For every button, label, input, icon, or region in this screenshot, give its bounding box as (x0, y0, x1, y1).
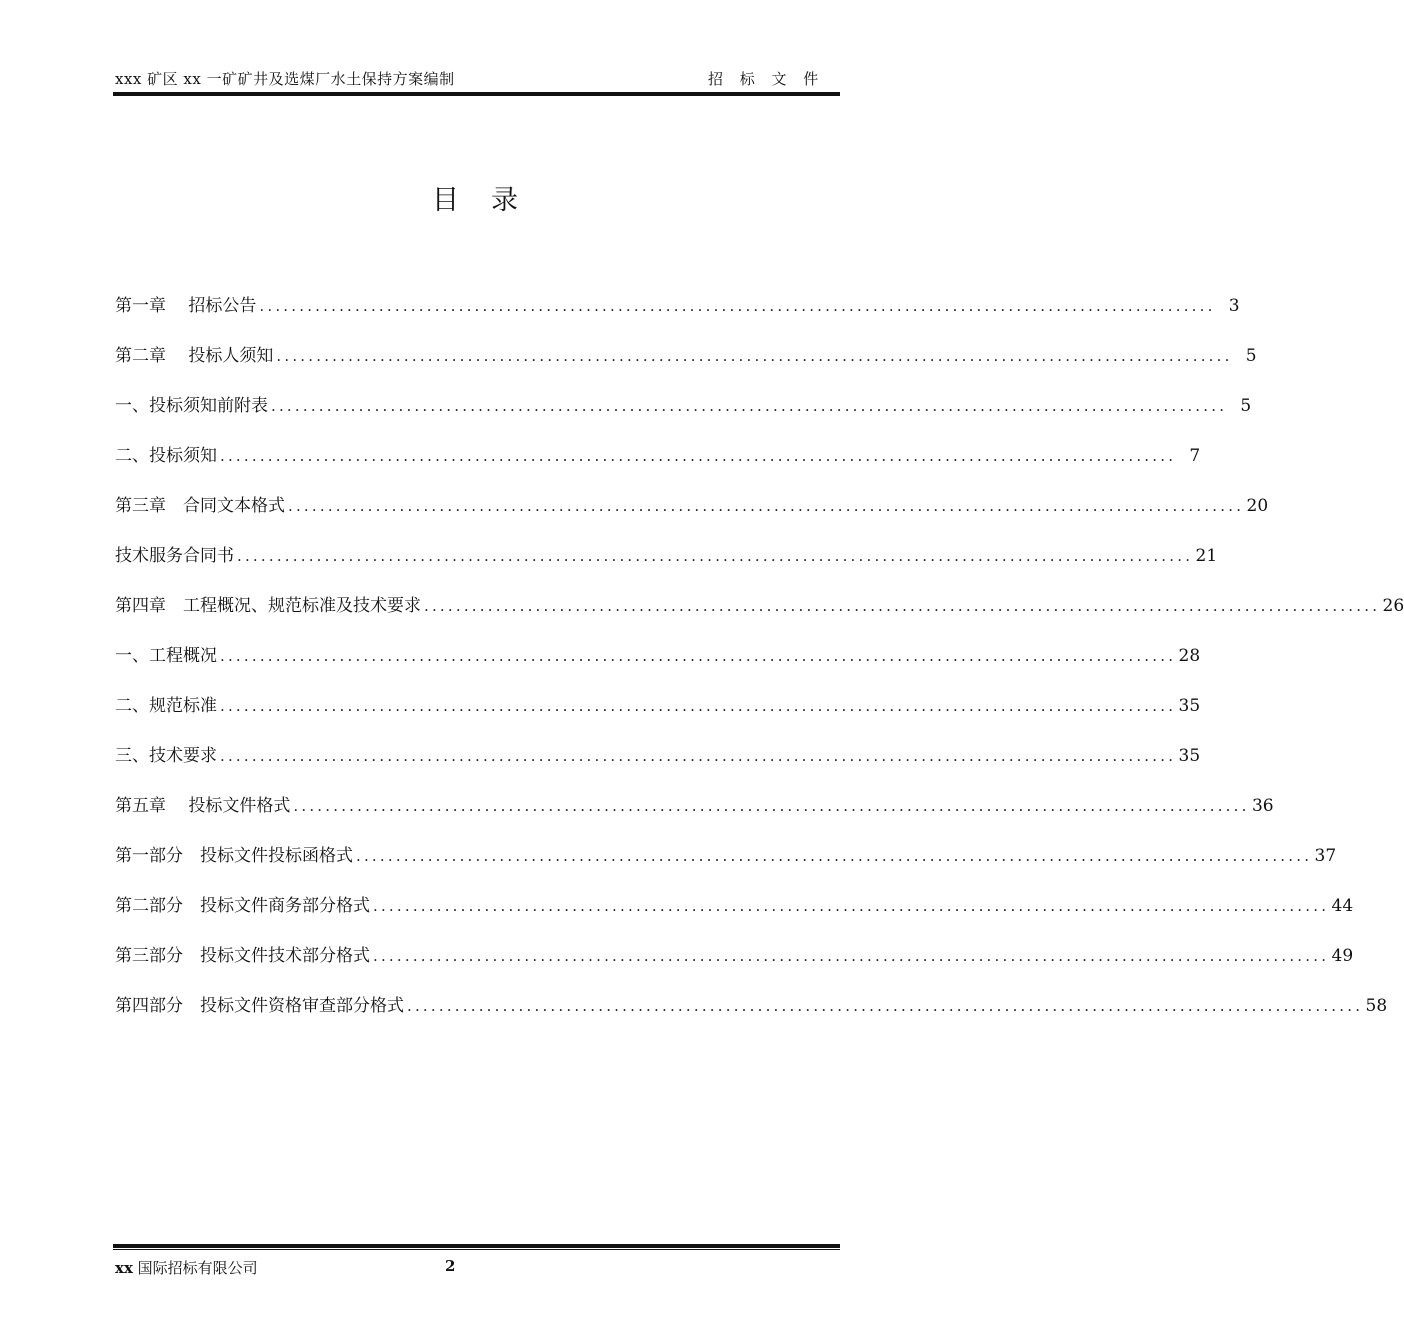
toc-entry-page: 26 (1382, 596, 1404, 616)
toc-entry-page: 36 (1251, 796, 1274, 816)
toc-entry[interactable] (115, 942, 1354, 992)
footer-page-number: 2 (445, 1257, 456, 1275)
footer-rule (113, 1244, 840, 1250)
toc-leader-dots: ........................................................................................................................ (259, 297, 1216, 315)
toc-leader-dots: ........................................................................................................................ (356, 847, 1313, 865)
toc-entry-label: 第四部分 投标文件资格审查部分格式 (115, 996, 404, 1016)
toc-entry-label: 第一部分 投标文件投标函格式 (115, 846, 353, 866)
toc-entry-page: 20 (1246, 496, 1269, 516)
toc-entry-label: 第三部分 投标文件技术部分格式 (115, 946, 370, 966)
toc-leader-dots: ........................................................................................................................ (220, 747, 1177, 765)
toc-entry[interactable] (115, 492, 1269, 542)
toc-entry[interactable] (115, 692, 1201, 742)
toc-entry[interactable] (115, 392, 1252, 442)
toc-leader-dots: ........................................................................................................................ (237, 547, 1194, 565)
toc-entry-page: 49 (1331, 946, 1354, 966)
toc-entry-label: 三、技术要求 (115, 746, 217, 766)
toc-entry-label: 第五章 投标文件格式 (115, 796, 291, 816)
table-of-contents (115, 292, 1404, 1042)
toc-entry-label: 二、规范标准 (115, 696, 217, 716)
toc-entry-page: 7 (1189, 446, 1201, 466)
toc-entry-page: 35 (1178, 746, 1201, 766)
toc-leader-dots: ........................................................................................................................ (271, 397, 1228, 415)
toc-leader-dots: ........................................................................................................................ (293, 797, 1250, 815)
toc-entry-page: 58 (1365, 996, 1388, 1016)
toc-entry-page: 5 (1240, 396, 1252, 416)
toc-entry-page: 5 (1245, 346, 1257, 366)
toc-entry-label: 二、投标须知 (115, 446, 217, 466)
toc-leader-dots: ........................................................................................................................ (373, 947, 1330, 965)
toc-entry[interactable] (115, 292, 1240, 342)
toc-entry-page: 35 (1178, 696, 1201, 716)
toc-entry-label: 第一章 招标公告 (115, 296, 257, 316)
toc-entry-label: 一、投标须知前附表 (115, 396, 268, 416)
toc-leader-dots: ........................................................................................................................ (288, 497, 1245, 515)
toc-entry-label: 技术服务合同书 (115, 546, 234, 566)
toc-entry[interactable] (115, 842, 1337, 892)
toc-entry[interactable] (115, 442, 1201, 492)
page-footer (115, 1257, 839, 1278)
toc-leader-dots: ........................................................................................................................ (407, 997, 1364, 1015)
toc-leader-dots: ........................................................................................................................ (220, 697, 1177, 715)
toc-entry[interactable] (115, 592, 1404, 642)
toc-leader-dots: ........................................................................................................................ (220, 447, 1177, 465)
toc-entry[interactable] (115, 892, 1354, 942)
toc-entry-label: 一、工程概况 (115, 646, 217, 666)
toc-entry[interactable] (115, 642, 1201, 692)
toc-entry-label: 第四章 工程概况、规范标准及技术要求 (115, 596, 421, 616)
toc-entry[interactable] (115, 342, 1257, 392)
page-header (115, 68, 839, 90)
header-document-type: 招 标 文 件 (708, 70, 825, 88)
toc-entry-label: 第二部分 投标文件商务部分格式 (115, 896, 370, 916)
toc-entry[interactable] (115, 542, 1218, 592)
page-title: 目录 (432, 185, 550, 216)
footer-company-prefix: xx (115, 1259, 133, 1277)
footer-company-name: 国际招标有限公司 (132, 1259, 258, 1277)
toc-entry-page: 21 (1195, 546, 1218, 566)
toc-entry[interactable] (115, 742, 1201, 792)
toc-entry-page: 44 (1331, 896, 1354, 916)
toc-entry[interactable] (115, 992, 1388, 1042)
footer-company (115, 1259, 258, 1277)
toc-leader-dots: ........................................................................................................................ (373, 897, 1330, 915)
header-document-title: xxx 矿区 xx 一矿矿井及选煤厂水土保持方案编制 (115, 70, 455, 88)
toc-entry-page: 3 (1228, 296, 1240, 316)
toc-leader-dots: ........................................................................................................................ (220, 647, 1177, 665)
toc-leader-dots: ........................................................................................................................ (424, 597, 1381, 615)
toc-entry-label: 第二章 投标人须知 (115, 346, 274, 366)
toc-entry[interactable] (115, 792, 1274, 842)
toc-entry-page: 28 (1178, 646, 1201, 666)
header-rule (113, 92, 840, 96)
toc-entry-page: 37 (1314, 846, 1337, 866)
toc-leader-dots: ........................................................................................................................ (276, 347, 1233, 365)
toc-entry-label: 第三章 合同文本格式 (115, 496, 285, 516)
